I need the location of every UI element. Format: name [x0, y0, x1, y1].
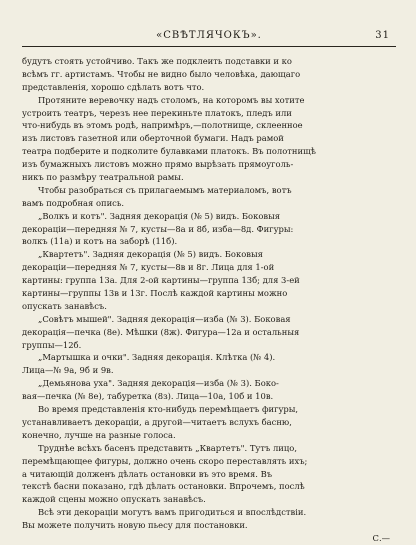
text-line: Чтобы разобраться съ прилагаемымъ материаломъ, вотъ: [38, 184, 292, 195]
running-header: [22, 30, 396, 47]
text-line: изъ бумажныхъ листовъ можно прямо вырѣзать прямоуголь-: [22, 159, 294, 170]
text-line: текстѣ басни показано, гдѣ дѣлать остановки. Впрочемъ, послѣ: [22, 481, 305, 492]
text-line: Труднѣе всѣхъ басенъ представить „Квартетъ". Тутъ лицо,: [38, 442, 297, 453]
page-number: 31: [375, 30, 390, 41]
text-line: Протяните веревочку надъ столомъ, на которомъ вы хотите: [38, 94, 305, 105]
text-line: Во время представленія кто-нибудь перемѣщаетъ фигуры,: [38, 404, 299, 415]
text-line: театра подберите и подколите булавками платокъ. Въ полотнищѣ: [22, 146, 316, 157]
text-line: С.—: [372, 532, 390, 543]
text-line: опускать занавѣсъ.: [22, 300, 107, 311]
text-line: будутъ стоять устойчиво. Такъ же подклеить подставки и ко: [22, 56, 292, 66]
text-line: декораціи—передняя № 7, кусты—8а и 8б, изба—8д. Фигуры:: [22, 223, 294, 234]
text-line: представленія, хорошо сдѣлать вотъ что.: [22, 81, 205, 92]
text-line: Лица—№ 9а, 9б и 9в.: [22, 365, 114, 376]
text-line: Вы можете получить новую пьесу для постановки.: [22, 520, 248, 531]
text-line: Всѣ эти декораціи могутъ вамъ пригодиться и впослѣдствіи.: [38, 507, 307, 518]
text-line: группы—12б.: [22, 339, 82, 350]
body-text: [22, 55, 394, 545]
text-line: „Квартетъ". Задняя декорація (№ 5) видъ. Боковыя: [38, 249, 263, 260]
text-line: картины: группа 13а. Для 2-ой картины—группа 13б; для 3-ей: [22, 275, 300, 286]
text-line: никъ по размѣру театральной рамы.: [22, 172, 184, 183]
text-line: а читающій долженъ дѣлать остановки въ это время. Въ: [22, 468, 273, 479]
text-line: „Совѣтъ мышей". Задняя декорація—изба (№ 3). Боковая: [38, 313, 291, 324]
text-line: устанавливаетъ декораціи, а другой—читаетъ вслухъ басню,: [22, 416, 292, 427]
text-line: картины—группы 13в и 13г. Послѣ каждой картины можно: [22, 288, 288, 299]
text-line: каждой сцены можно опускать занавѣсъ.: [22, 494, 206, 505]
text-line: волкъ (11а) и котъ на заборѣ (11б).: [22, 236, 178, 247]
text-line: что-нибудь въ этомъ родѣ, напримѣръ,—полотнище, склеенное: [22, 120, 303, 131]
text-line: „Мартышка и очки". Задняя декорація. Клѣтка (№ 4).: [38, 352, 276, 363]
text-line: всѣмъ гг. артистамъ. Чтобы не видно было человѣка, дающаго: [22, 68, 301, 79]
text-line: вамъ подробная опись.: [22, 197, 125, 208]
text-line: декорація—печка (8е). Мѣшки (8ж). Фигура—12а и остальныя: [22, 326, 300, 337]
text-line: изъ листовъ газетной или оберточной бумаги. Надъ рамой: [22, 133, 284, 144]
journal-title: «СВѢТЛЯЧОКЪ».: [156, 30, 262, 41]
text-line: „Волкъ и котъ". Задняя декорація (№ 5) видъ. Боковыя: [38, 210, 281, 221]
text-line: вая—печка (№ 8е), табуретка (8з). Лица—10а, 10б и 10в.: [22, 391, 274, 402]
text-line: устроить театръ, черезъ нее перекиньте платокъ, пледъ или: [22, 107, 292, 118]
text-line: конечно, лучше на разные голоса.: [22, 429, 176, 440]
text-line: декораціи—передняя № 7, кусты—8в и 8г. Лица для 1-ой: [22, 262, 275, 273]
text-line: перемѣщающее фигуры, должно очень скоро переставлять ихъ;: [22, 455, 308, 466]
text-line: „Демьянова уха". Задняя декорація—изба (№ 3). Боко-: [38, 378, 279, 389]
